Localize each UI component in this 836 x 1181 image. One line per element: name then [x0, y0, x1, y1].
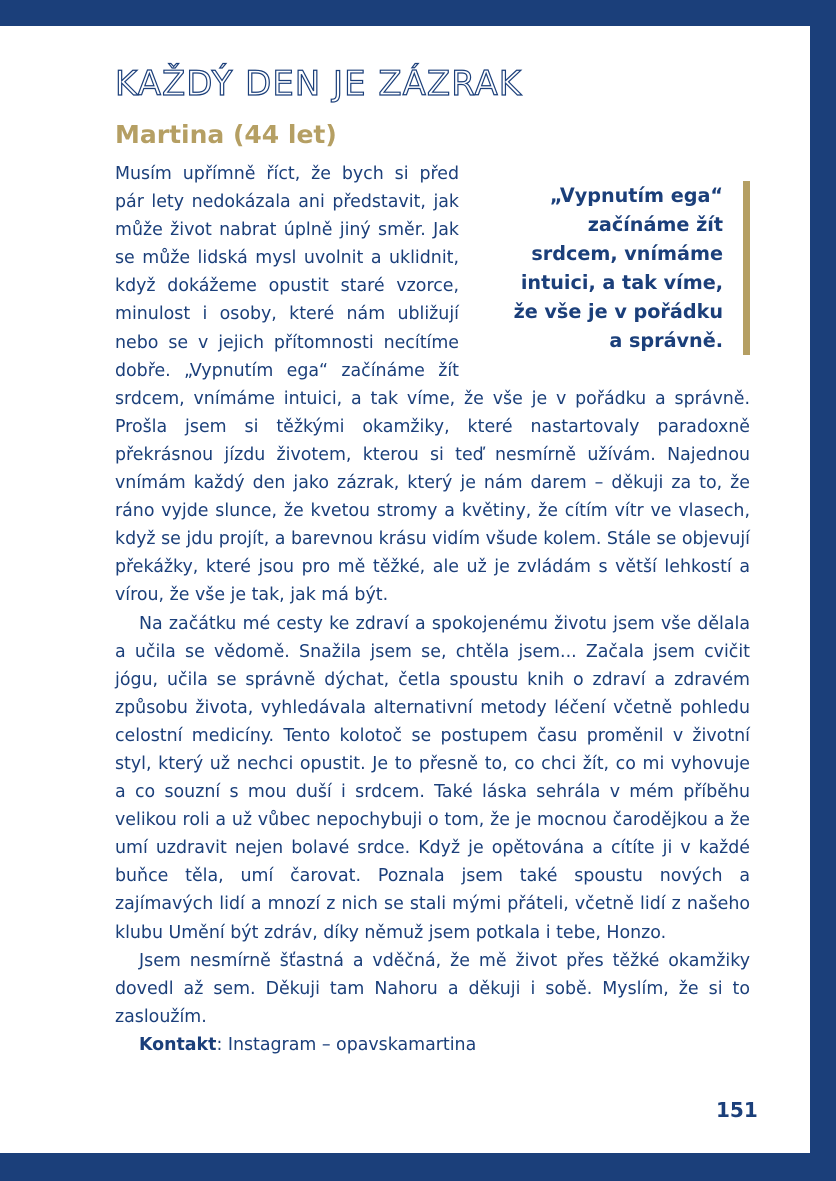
pull-quote — [475, 181, 750, 355]
article-body — [115, 160, 750, 1059]
frame-bottom-border — [0, 1153, 836, 1181]
pull-quote-line: intuici, a tak víme, — [520, 271, 723, 294]
frame-top-border — [0, 0, 836, 26]
page-title: KAŽDÝ DEN JE ZÁZRAK — [115, 64, 523, 104]
paragraph-3: Jsem nesmírně šťastná a vděčná, že mě život přes těžké okamžiky dovedl až sem. Děkuji tam Nahoru a děkuji i sobě. Myslím, že si to zasloužím. — [115, 950, 750, 1027]
contact-value: : Instagram – opavskamartina — [216, 1034, 477, 1055]
contact-label: Kontakt — [139, 1034, 217, 1055]
pull-quote-line: srdcem, vnímáme — [531, 242, 723, 265]
pull-quote-line: a správně. — [609, 329, 723, 352]
frame-right-border — [810, 0, 836, 1181]
pull-quote-line: že vše je v pořádku — [513, 300, 723, 323]
page-number: 151 — [716, 1098, 758, 1122]
contact-line — [115, 1031, 750, 1059]
author-subtitle: Martina (44 let) — [115, 120, 337, 149]
paragraph-1: Musím upřímně říct, že bych si před pár lety nedokázala ani představit, jak může život nabrat úplně jiný směr. Jak se může lidská mysl uvolnit a uklidnit, když dokážeme opustit staré vzorce, minulost i osoby, které nám ubližují nebo se v jejich přítomnosti necítíme dobře. „Vypnutím ega“ začínáme žít srdcem, vnímáme intuici, a tak víme, že vše je v pořádku a správně. Prošla jsem si těžkými okamžiky, které nastartovaly paradoxně překrásnou jízdu životem, kterou si teď nesmírně užívám. Najednou vnímám každý den jako zázrak, který je nám darem – děkuji za to, že ráno vyjde slunce, že kvetou stromy a květiny, že cítím vítr ve vlasech, když se jdu projít, a barevnou krásu vidím všude kolem. Stále se objevují překážky, které jsou pro mě těžké, ale už je zvládám s větší lehkostí a vírou, že vše je tak, jak má být. — [115, 164, 750, 606]
pull-quote-line: začínáme žít — [587, 213, 723, 236]
pull-quote-line: „Vypnutím ega“ — [549, 184, 723, 207]
paragraph-2: Na začátku mé cesty ke zdraví a spokojenému životu jsem vše dělala a učila se vědomě. Snažila jsem se, chtěla jsem... Začala jsem cvičit jógu, učila se správně dýchat, četla spoustu knih o zdraví a zdravém způsobu života, vyhledávala alternativní metody léčení včetně pohledu celostní medicíny. Tento kolotoč se postupem času proměnil v životní styl, který už nechci opustit. Je to přesně to, co chci žít, co mi vyhovuje a co souzní s mou duší i srdcem. Také láska sehrála v mém příběhu velikou roli a už vůbec nepochybuji o tom, že je mocnou čarodějkou a že umí uzdravit nejen bolavé srdce. Když je opětována a cítíte ji v každé buňce těla, umí čarovat. Poznala jsem také spoustu nových a zajímavých lidí a mnozí z nich se stali mými přáteli, včetně lidí z našeho klubu Umění být zdráv, díky němuž jsem potkala i tebe, Honzo. — [115, 613, 750, 943]
